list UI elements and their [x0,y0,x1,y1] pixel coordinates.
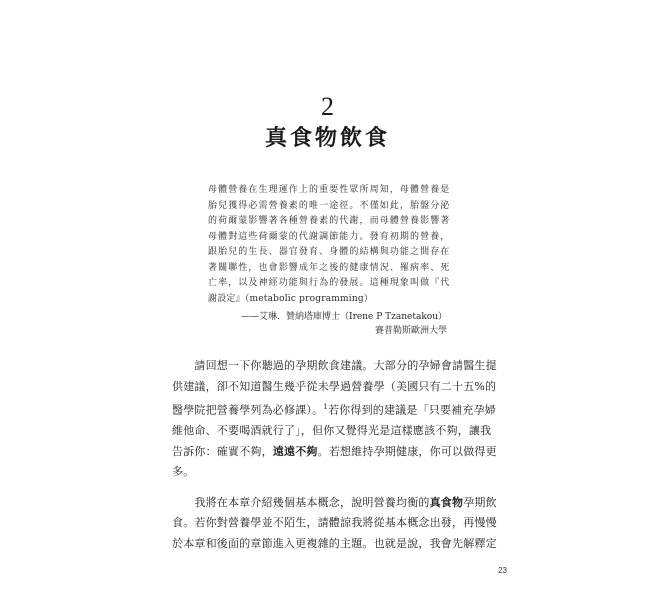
epigraph-line: 胎兒獲得必需營養素的唯一途徑。不僅如此，胎盤分泌 [208,200,451,211]
text-span: 若你得到的建議是「只要補充孕婦 [327,403,496,417]
epigraph-affiliation: 賽普勒斯歐洲大學 [374,326,447,336]
epigraph-quote [208,183,451,307]
emphasis-text: 遠遠不夠 [272,444,318,458]
chapter-title: 真食物飲食 [264,126,390,151]
text-span: 孕期飲 [463,495,497,509]
epigraph-line: 亡率，以及神經功能與行為的發展。這種現象叫做『代 [208,278,451,288]
text-span: 我將在本章介紹幾個基本概念，說明營養均衡的 [172,495,430,509]
paragraph-2 [172,493,497,555]
epigraph-line: 著關聯性，也會影響成年之後的健康情況、罹病率、死 [208,262,451,273]
footnote-marker: 1 [323,403,328,411]
text-line: 維他命、不要喝酒就行了」，但你又覺得光是這樣應該不夠，讓我 [172,424,492,438]
text-span: 醫學院把營養學列為必修課）。 [172,403,324,417]
text-line: 請回想一下你聽過的孕期飲食建議。大部分的孕婦會請醫生提 [172,359,497,372]
epigraph-attribution [241,310,447,338]
epigraph-line: 母體對這些荷爾蒙的代謝調節能力。發育初期的營養， [208,231,451,242]
page-number: 23 [498,566,507,575]
emphasis-text: 真食物 [429,495,464,509]
body-text [172,356,497,554]
text-line [172,493,497,514]
text-line: 於本章和後面的章節進入更複雜的主題。也就是說，我會先解釋定 [172,536,497,550]
text-span: 告訴你：確實不夠， [172,444,273,458]
epigraph-author: ——艾琳．贊納塔庫博士（Irene P Tzanetakou） [241,312,447,322]
text-line: 食。若你對營養學並不陌生，請體諒我將從基本概念出發，再慢慢 [172,516,497,530]
epigraph-line: 母體營養在生理運作上的重要性眾所周知，母體營養是 [208,185,451,195]
epigraph-line: 謝設定』（metabolic programming） [208,293,373,304]
epigraph-line: 的荷爾蒙影響著各種營養素的代謝，而母體營養影響著 [208,216,451,226]
text-line [172,397,496,421]
text-line [172,442,497,463]
text-line: 多。 [172,465,195,479]
text-span: 。若想維持孕期健康，你可以做得更 [317,444,497,458]
chapter-number: 2 [321,92,334,121]
epigraph-line: 跟胎兒的生長、器官發育、身體的結構與功能之間存在 [208,247,451,257]
paragraph-1 [172,356,497,483]
text-line: 供建議，卻不知道醫生幾乎從未學過營養學（美國只有二十五%的 [172,379,497,393]
